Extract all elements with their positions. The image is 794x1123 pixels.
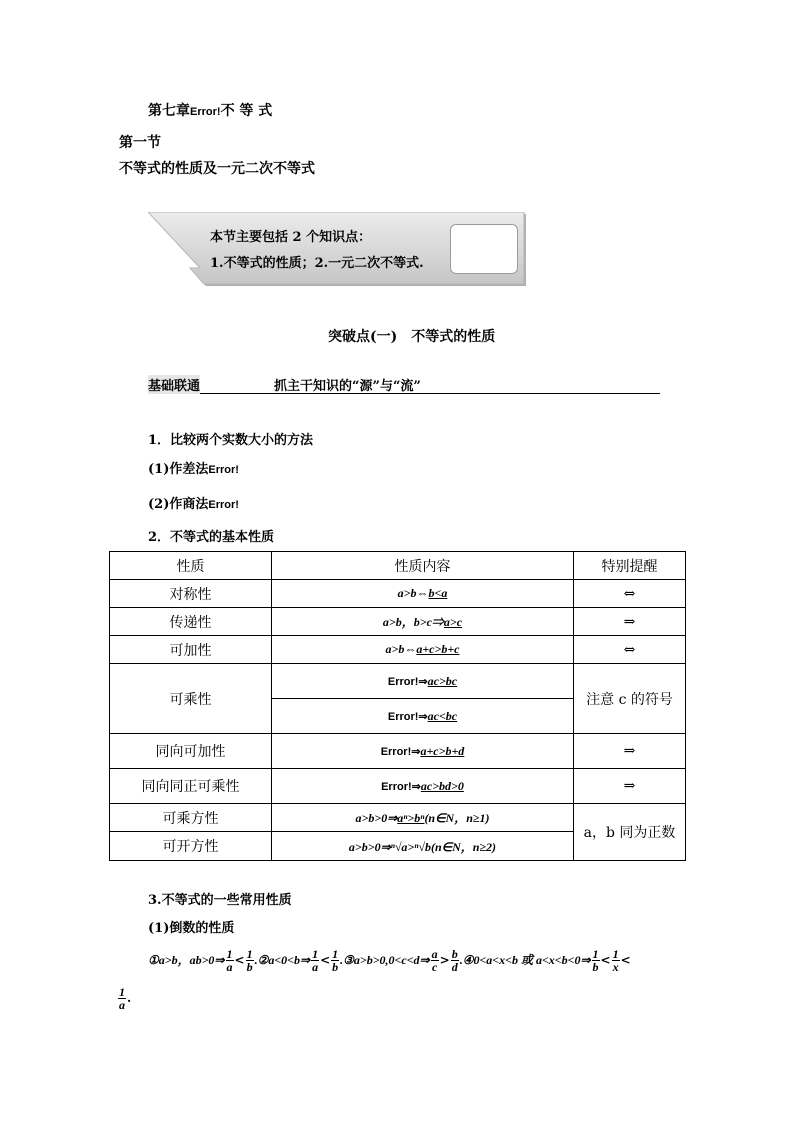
table-row [110,636,686,664]
fraction [246,948,254,973]
less-than: < [600,953,611,967]
row-name: 可乘方性 [110,804,272,832]
content-pre: Error!⇒ [380,745,421,758]
row-content [272,636,574,664]
table-row [110,804,686,832]
denominator: x [612,960,619,974]
content-answer: aⁿ>bⁿ [397,811,425,825]
row-note: ⇒ [574,769,686,804]
row-name: 同向可加性 [110,734,272,769]
row-name: 可加性 [110,636,272,664]
row-content [272,580,574,608]
numerator: 1 [332,947,339,961]
numerator: a [431,947,438,961]
row-name: 可开方性 [110,832,272,861]
item-1-2-error: Error! [208,499,239,511]
content-answer: ac>bd>0 [420,778,464,793]
row-content [272,664,574,699]
item-1-2 [148,493,239,512]
table-row [110,769,686,804]
row-note: a，b 同为正数 [574,804,686,861]
content-pre: a>b>0⇒ [355,811,398,825]
header-content: 性质内容 [272,552,574,580]
row-content [272,734,574,769]
reciprocal-formula-tail [117,986,131,1011]
content-answer: ac>bc [427,673,458,688]
chapter-prefix: 第七章 [148,103,190,119]
section-label: 第一节 [119,135,161,151]
item-3-1: (1)倒数的性质 [148,921,235,936]
banner-blank-box [450,224,518,274]
header-note: 特别提醒 [574,552,686,580]
row-name: 传递性 [110,608,272,636]
item-1-2-text: (2)作商法 [148,497,209,512]
less-than: < [620,953,631,967]
content-pre: a>b，b>c⇒ [382,615,444,629]
item-2: 2．不等式的基本性质 [148,530,275,545]
row-content [272,804,574,832]
fraction [451,948,459,973]
content-pre: Error!⇒ [387,675,428,688]
reciprocal-p2: .②a<0<b⇒ [254,953,311,967]
period: . [127,991,132,1005]
reciprocal-formula-line [148,942,631,978]
row-name: 同向同正可乘性 [110,769,272,804]
section-title: 不等式的性质及一元二次不等式 [119,161,315,177]
banner-line-2: 1.不等式的性质；2.一元二次不等式. [210,256,424,271]
numerator: 1 [226,947,233,961]
item-1: 1．比较两个实数大小的方法 [148,433,314,448]
fraction [226,948,234,973]
content-pre: a>b⇔ [385,642,417,656]
content-answer: a+c>b+c [416,642,460,656]
fraction [311,948,319,973]
chapter-title: 不 等 式 [220,103,273,119]
fraction [118,986,126,1011]
banner-line-1: 本节主要包括 2 个知识点： [210,230,372,245]
fraction [331,948,339,973]
table-row [110,608,686,636]
row-content [272,769,574,804]
reciprocal-p4: .④0<a<x<b 或 a<x<b<0⇒ [459,953,591,967]
item-1-1 [148,458,239,477]
chapter-error: Error! [190,106,221,118]
less-than: < [234,953,245,967]
numerator: 1 [119,985,125,999]
row-content [272,832,574,861]
content-pre: Error!⇒ [387,710,428,723]
table-row [110,664,686,699]
row-note: ⇒ [574,608,686,636]
content-text: a>b>0⇒ⁿ√a>ⁿ√b(n∈N，n≥2) [348,839,497,854]
denominator: b [332,960,339,974]
content-pre: Error!⇒ [381,780,421,793]
greater-than: > [439,953,450,967]
inequality-properties-table [109,551,686,861]
denominator: a [119,998,125,1012]
table-row [110,580,686,608]
basic-knowledge-bar [148,375,660,394]
row-note: ⇒ [574,734,686,769]
header-property: 性质 [110,552,272,580]
basic-tag: 基础联通 [148,375,200,394]
reciprocal-p1: ①a>b，ab>0⇒ [148,953,225,967]
content-answer: a>c [443,615,463,629]
section-summary-banner [148,212,528,288]
chapter-heading [148,100,272,120]
content-post: (n∈N，n≥1) [424,811,490,825]
item-1-1-text: (1)作差法 [148,462,209,477]
row-name: 对称性 [110,580,272,608]
denominator: d [451,960,458,974]
denominator: b [592,960,599,974]
fraction [431,948,439,973]
fraction [612,948,620,973]
row-note: ⇔ [574,580,686,608]
row-note: ⇔ [574,636,686,664]
row-content [272,608,574,636]
basic-slogan: 抓主干知识的“源”与“流” [274,379,421,394]
less-than: < [320,953,331,967]
table-header-row [110,552,686,580]
numerator: 1 [246,947,253,961]
fraction [592,948,600,973]
denominator: a [226,960,233,974]
item-3: 3.不等式的一些常用性质 [148,893,292,908]
numerator: 1 [612,947,619,961]
numerator: b [451,947,458,961]
content-pre: a>b⇔ [397,586,429,600]
row-name: 可乘性 [110,664,272,734]
denominator: a [312,960,319,974]
item-1-1-error: Error! [208,464,239,476]
content-answer: ac<bc [427,708,458,723]
denominator: b [246,960,253,974]
numerator: 1 [312,947,319,961]
breakthrough-title: 突破点(一) 不等式的性质 [328,329,496,345]
numerator: 1 [592,947,599,961]
denominator: c [431,960,438,974]
row-note: 注意 c 的符号 [574,664,686,734]
row-content [272,699,574,734]
table-row [110,734,686,769]
content-answer: a+c>b+d [420,743,465,758]
reciprocal-p3: .③a>b>0,0<c<d⇒ [340,953,430,967]
content-answer: b<a [428,586,448,600]
